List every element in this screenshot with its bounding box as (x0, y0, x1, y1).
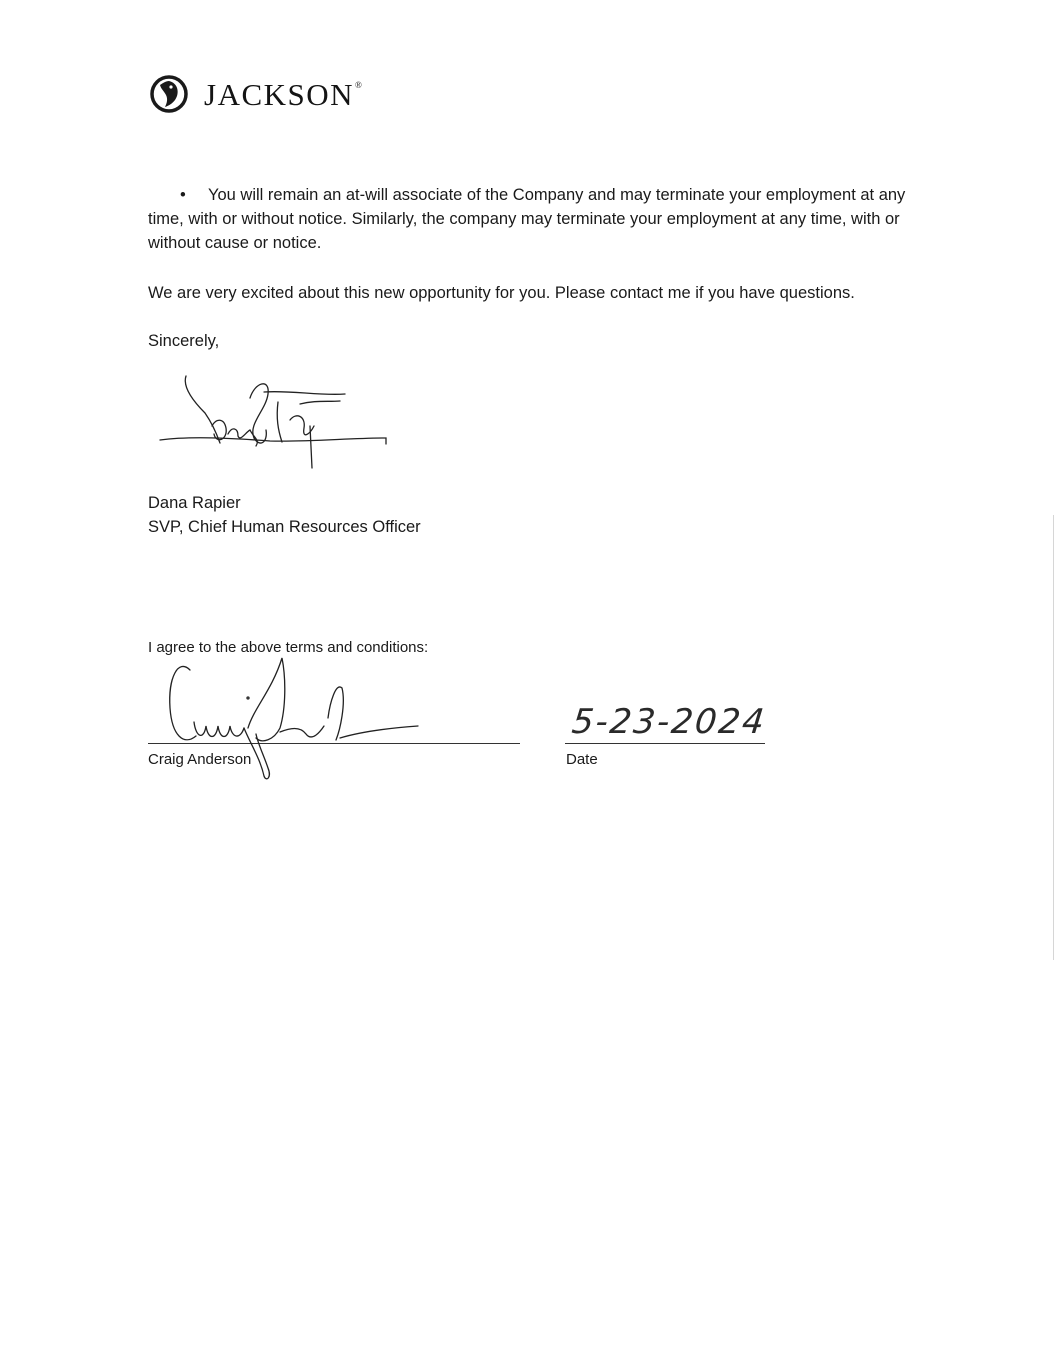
employee-name: Craig Anderson (148, 751, 252, 768)
date-line (565, 743, 765, 744)
at-will-bullet (148, 183, 928, 255)
brand-wordmark: JACKSON® (204, 76, 364, 112)
signer-name: Dana Rapier (148, 494, 241, 512)
sign-off: Sincerely, (148, 332, 220, 350)
company-logo (148, 72, 363, 116)
handwritten-date: 5-23-2024 (569, 702, 769, 742)
bullet-marker: • (180, 186, 186, 204)
agreement-statement: I agree to the above terms and conditions: (148, 639, 429, 656)
jackson-horse-icon (148, 73, 190, 115)
closing-paragraph: We are very excited about this new opportunity for you. Please contact me if you have questions. (148, 284, 855, 302)
bullet-text: You will remain an at-will associate of the Company and may terminate your employment at any time, with or without notice. Similarly, the company may terminate your employment at any time, with or without cause or notice. (148, 186, 906, 252)
signer-title: SVP, Chief Human Resources Officer (148, 518, 421, 536)
date-label: Date (566, 751, 598, 768)
hr-signature (150, 368, 400, 473)
page-edge-mark (1053, 515, 1054, 960)
